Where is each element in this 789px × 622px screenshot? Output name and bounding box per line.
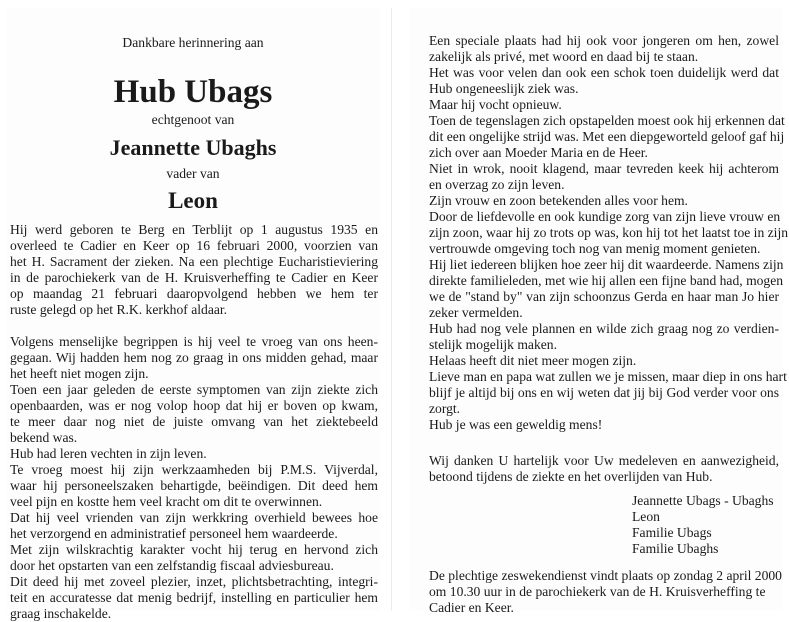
text-line: dit een ongelijke strijd was. Met een diepgeworteld geloof gaf hij <box>429 129 785 144</box>
signature-line: Familie Ubags <box>632 525 712 540</box>
text-line: zeker vermelden. <box>429 305 523 320</box>
left-page <box>6 8 380 621</box>
service-line: Cadier en Keer. <box>429 600 514 615</box>
text-line: Toen een jaar geleden de eerste symptomen van zijn ziekte zich <box>10 382 378 397</box>
text-line: Een speciale plaats had hij ook voor jongeren om hen, zowel <box>429 33 779 48</box>
text-line: Te vroeg moest hij zijn werkzaamheden bij P.M.S. Vijverdal, <box>10 462 378 477</box>
text-line: zakelijk als privé, met woord en daad bij te staan. <box>429 49 699 64</box>
text-line: het verzorgend en administratief personeel hem waardeerde. <box>10 526 338 541</box>
text-line: Hij liet iedereen blijken hoe zeer hij dit waardeerde. Namens zijn <box>429 257 784 272</box>
dedication-line: Dankbare herinnering aan <box>122 35 264 50</box>
text-line: Volgens menselijke begrippen is hij veel te vroeg van ons heen- <box>10 334 378 349</box>
text-line: teit en accuratesse dat menig bedrijf, instelling en particulier hem <box>10 590 378 605</box>
text-line: Helaas heeft dit niet meer mogen zijn. <box>429 353 637 368</box>
bio-line: overleed te Cadier en Keer op 16 februari 2000, voorzien van <box>10 238 378 253</box>
service-line: om 10.30 uur in de parochiekerk van de H. Kruisverheffing te <box>429 584 766 599</box>
text-line: het heeft niet mogen zijn. <box>10 366 149 381</box>
thanks-line: betoond tijdens de ziekte en het overlijden van Hub. <box>429 469 713 484</box>
text-line: openbaarden, was er nog volop hoop dat hij er boven op kwam, <box>10 398 378 413</box>
text-line: Niet in wrok, nooit klagend, maar tevreden keek hij achterom <box>429 161 779 176</box>
signature-line: Leon <box>632 509 660 524</box>
child-name: Leon <box>168 188 218 213</box>
spouse-relation: echtgenoot van <box>151 112 235 127</box>
text-line: bekend was. <box>10 430 78 445</box>
page-fold <box>391 8 392 611</box>
text-line: blijf je altijd bij ons en wij weten dat jij bij God verder voor ons <box>429 385 779 400</box>
text-line: Hub ongeneeslijk ziek was. <box>429 81 579 96</box>
right-page <box>409 8 789 615</box>
bio-line: het H. Sacrament der zieken. Na een plechtige Eucharistieviering <box>10 254 378 269</box>
text-line: Dat hij veel vrienden van zijn werkkring overhield bewees hoe <box>10 510 378 525</box>
child-relation: vader van <box>166 166 220 181</box>
text-line: door het opstarten van een zelfstandig fiscaal adviesbureau. <box>10 558 334 573</box>
text-line: Hub had nog vele plannen en wilde zich graag nog zo verdien- <box>429 321 779 336</box>
text-line: te meer daar nog niet de juiste omvang van het ziektebeeld <box>10 414 378 429</box>
text-line: zorgt. <box>429 401 461 416</box>
text-line: graag inschakelde. <box>10 606 112 621</box>
text-line: gegaan. Wij hadden hem nog zo graag in ons midden gehad, maar <box>10 350 378 365</box>
text-line: zijn zoon, waar hij zo trots op was, kon hij tot het laatst toe in zijn <box>429 225 789 240</box>
bio-line: Hij werd geboren te Berg en Terblijt op 1 augustus 1935 en <box>10 222 378 237</box>
text-line: Het was voor velen dan ook een schok toen duidelijk werd dat <box>429 65 779 80</box>
text-line: Dit deed hij met zoveel plezier, inzet, plichtsbetrachting, integri- <box>10 574 378 589</box>
text-line: Lieve man en papa wat zullen we je missen, maar diep in ons hart <box>429 369 787 384</box>
text-line: direkte familieleden, met wie hij allen een fijne band had, mogen <box>429 273 784 288</box>
text-line: Door de liefdevolle en ook kundige zorg van zijn lieve vrouw en <box>429 209 781 224</box>
text-line: Hub had leren vechten in zijn leven. <box>10 446 207 461</box>
bio-line: in de parochiekerk van de H. Kruisverheffing te Cadier en Keer <box>10 270 378 285</box>
bio-line: ruste gelegd op het R.K. kerkhof aldaar. <box>10 302 228 317</box>
text-line: Zijn vrouw en zoon betekenden alles voor hem. <box>429 193 688 208</box>
signature-line: Jeannette Ubags - Ubaghs <box>632 493 774 508</box>
text-line: waar hij personeelszaken behartigde, beëindigen. Dit deed hem <box>10 478 378 493</box>
thanks-line: Wij danken U hartelijk voor Uw medeleven en aanwezigheid, <box>429 453 779 468</box>
service-line: De plechtige zeswekendienst vindt plaats op zondag 2 april 2000 <box>429 568 782 583</box>
text-line: stelijk mogelijk maken. <box>429 337 557 352</box>
text-line: Met zijn wilskrachtig karakter vocht hij terug en hervond zich <box>10 542 378 557</box>
text-line: Hub je was een geweldig mens! <box>429 417 603 432</box>
text-line: en overzag zo zijn leven. <box>429 177 565 192</box>
signature-line: Familie Ubaghs <box>632 541 719 556</box>
text-line: Toen de tegenslagen zich opstapelden moest ook hij erkennen dat <box>429 113 785 128</box>
text-line: zich over aan Moeder Maria en de Heer. <box>429 145 648 160</box>
bio-line: op maandag 21 februari daaropvolgend hebben we hem ter <box>10 286 378 301</box>
text-line: vertrouwde omgeving toch nog van menig moment genieten. <box>429 241 761 256</box>
spouse-name: Jeannette Ubaghs <box>109 135 277 160</box>
deceased-name: Hub Ubags <box>113 74 273 110</box>
text-line: Maar hij vocht opnieuw. <box>429 97 562 112</box>
text-line: we de "stand by" van zijn schoonzus Gerda en haar man Jo hier <box>429 289 779 304</box>
text-line: veel pijn en kostte hem veel kracht om dit te overwinnen. <box>10 494 323 509</box>
